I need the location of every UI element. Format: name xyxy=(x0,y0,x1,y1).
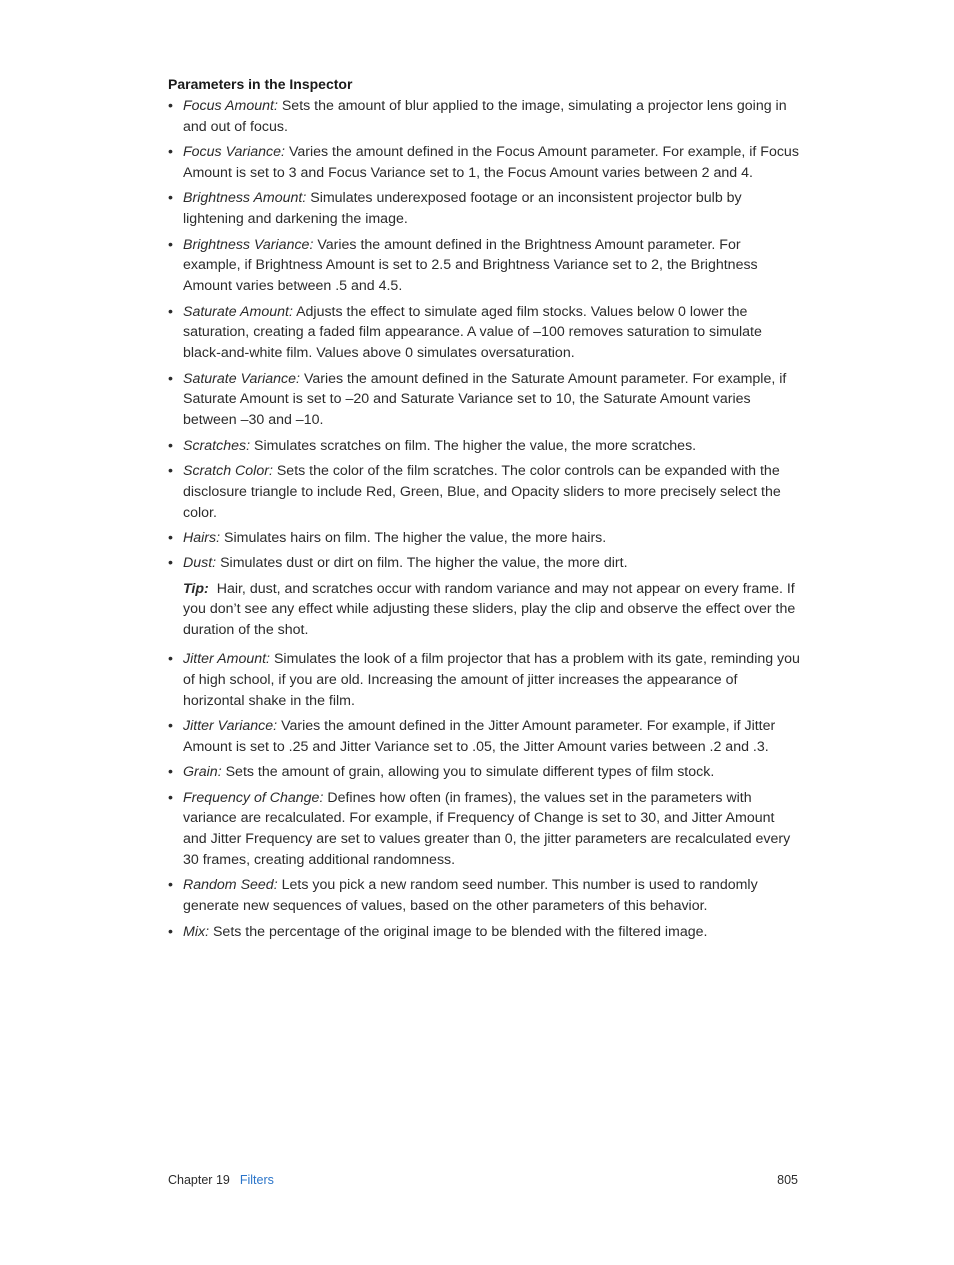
param-desc: Varies the amount defined in the Focus Amount parameter. For example, if Focus Amount is set to 3 and Focus Variance set to 1, the Focus Amount varies between 2 and 4. xyxy=(183,144,799,181)
page-number: 805 xyxy=(777,1173,798,1187)
param-term: Grain: xyxy=(183,764,222,781)
param-term: Saturate Amount: xyxy=(183,303,293,320)
bullet-icon: • xyxy=(168,923,173,940)
bullet-icon: • xyxy=(168,303,173,320)
bullet-icon: • xyxy=(168,718,173,735)
list-item xyxy=(168,553,800,574)
parameter-list-a xyxy=(168,96,800,574)
bullet-icon: • xyxy=(168,764,173,781)
param-term: Saturate Variance: xyxy=(183,370,300,387)
param-desc: Sets the percentage of the original image to be blended with the filtered image. xyxy=(212,923,708,940)
bullet-icon: • xyxy=(168,98,173,114)
bullet-icon: • xyxy=(168,462,173,479)
tip-text: Hair, dust, and scratches occur with random variance and may not appear on every frame. If you don’t see any effect while adjusting these sliders, play the clip and observe the effect over the duration of the shot. xyxy=(183,580,796,639)
param-term: Focus Amount: xyxy=(183,98,278,114)
param-desc: Varies the amount defined in the Brightness Amount parameter. For example, if Brightness Amount is set to 2.5 and Brightness Variance set to 2, the Brightness Amount varies between .5 and 4.5. xyxy=(183,236,758,295)
param-desc: Sets the amount of blur applied to the image, simulating a projector lens going in and out of focus. xyxy=(183,98,787,135)
list-item xyxy=(168,436,800,457)
param-term: Jitter Variance: xyxy=(183,718,278,735)
param-desc: Varies the amount defined in the Saturate Amount parameter. For example, if Saturate Amount is set to –20 and Saturate Variance set to 10, the Saturate Amount varies between –30 and –10. xyxy=(183,370,787,429)
param-term: Frequency of Change: xyxy=(183,789,324,806)
param-term: Mix: xyxy=(183,923,210,940)
list-item xyxy=(168,762,800,783)
page-content xyxy=(168,74,800,947)
bullet-icon: • xyxy=(168,651,173,668)
bullet-icon: • xyxy=(168,236,173,253)
list-item xyxy=(168,96,800,138)
param-term: Brightness Amount: xyxy=(183,190,307,207)
bullet-icon: • xyxy=(168,370,173,387)
bullet-icon: • xyxy=(168,789,173,806)
tip-label: Tip: xyxy=(183,580,209,597)
list-item xyxy=(168,528,800,549)
list-item xyxy=(168,461,800,523)
param-term: Jitter Amount: xyxy=(183,651,270,668)
param-term: Hairs: xyxy=(183,529,221,546)
param-desc: Simulates dust or dirt on film. The higher the value, the more dirt. xyxy=(220,555,628,572)
param-desc: Varies the amount defined in the Jitter Amount parameter. For example, if Jitter Amount is set to .25 and Jitter Variance set to .05, the Jitter Amount varies between .2 and .3. xyxy=(183,718,776,755)
list-item xyxy=(168,302,800,364)
param-desc: Simulates scratches on film. The higher the value, the more scratches. xyxy=(253,437,697,454)
param-term: Random Seed: xyxy=(183,877,278,894)
list-item xyxy=(168,142,800,184)
param-term: Dust: xyxy=(183,555,217,572)
param-desc: Simulates hairs on film. The higher the value, the more hairs. xyxy=(224,529,607,546)
param-desc: Sets the color of the film scratches. The color controls can be expanded with the disclosure triangle to include Red, Green, Blue, and Opacity sliders to more precisely select the color. xyxy=(183,462,781,521)
param-desc: Sets the amount of grain, allowing you to simulate different types of film stock. xyxy=(225,764,715,781)
param-term: Focus Variance: xyxy=(183,144,285,161)
list-item xyxy=(168,875,800,917)
parameter-list-b xyxy=(168,649,800,942)
param-term: Brightness Variance: xyxy=(183,236,314,253)
param-desc: Lets you pick a new random seed number. This number is used to randomly generate new sequences of values, based on the other parameters of this behavior. xyxy=(183,877,758,915)
param-desc: Adjusts the effect to simulate aged film stocks. Values below 0 lower the saturation, creating a faded film appearance. A value of –100 removes saturation to simulate black-and-white film. Values above 0 simulates oversaturation. xyxy=(183,303,762,362)
page-footer xyxy=(168,1173,798,1187)
bullet-icon: • xyxy=(168,190,173,207)
list-item xyxy=(168,716,800,758)
list-item xyxy=(168,188,800,230)
param-desc: Simulates underexposed footage or an inconsistent projector bulb by lightening and darkening the image. xyxy=(183,190,742,228)
section-link[interactable]: Filters xyxy=(239,1173,274,1187)
bullet-icon: • xyxy=(168,555,173,572)
param-term: Scratches: xyxy=(183,437,251,454)
param-term: Scratch Color: xyxy=(183,462,273,479)
bullet-icon: • xyxy=(168,529,173,546)
bullet-icon: • xyxy=(168,437,173,454)
param-desc: Simulates the look of a film projector that has a problem with its gate, reminding you of high school, if you are old. Increasing the amount of jitter increases the appearance of horizontal shake in the film. xyxy=(183,651,800,709)
param-desc: Defines how often (in frames), the values set in the parameters with variance are recalculated. For example, if Frequency of Change is set to 30, and Jitter Amount and Jitter Frequency are set to values greater than 0, the jitter parameters are recalculated every 30 frames, creating additional randomness. xyxy=(183,789,791,869)
list-item xyxy=(168,788,800,871)
chapter-label: Chapter 19 xyxy=(168,1173,230,1187)
list-item xyxy=(168,235,800,297)
tip-note xyxy=(168,579,800,641)
bullet-icon: • xyxy=(168,877,173,894)
list-item xyxy=(168,369,800,431)
list-item xyxy=(168,922,800,943)
section-heading: Parameters in the Inspector xyxy=(168,76,353,92)
list-item xyxy=(168,649,800,711)
bullet-icon: • xyxy=(168,144,173,161)
